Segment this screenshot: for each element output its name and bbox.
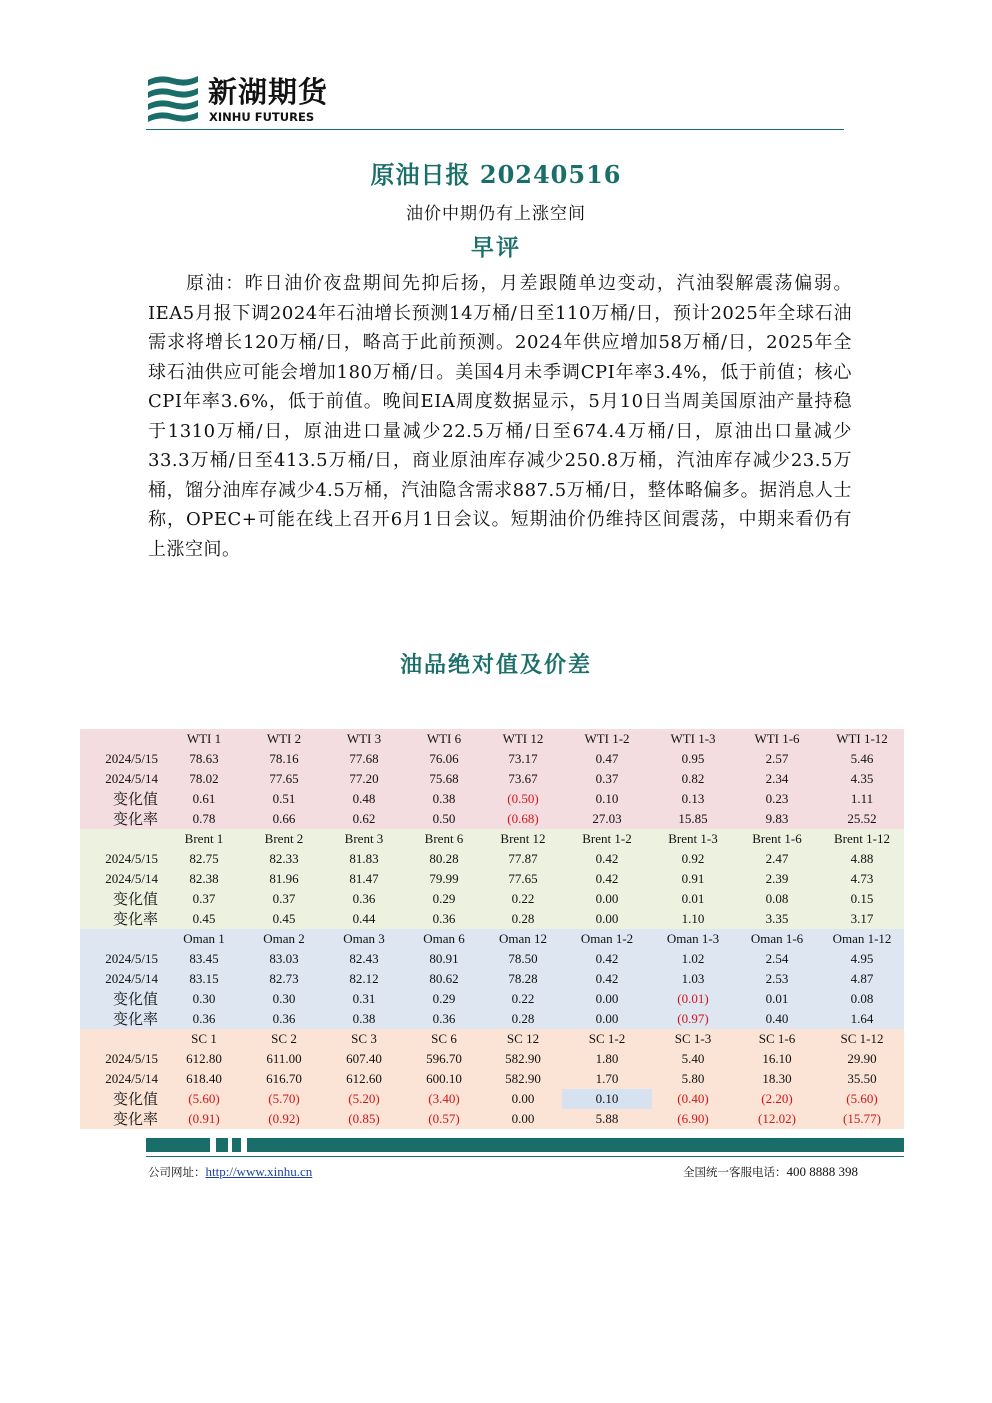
hotline-number: 400 8888 398	[786, 1164, 858, 1179]
table-cell: 82.12	[324, 969, 404, 989]
table-cell: 0.92	[652, 849, 734, 869]
table-cell: 83.45	[164, 949, 244, 969]
column-header: WTI 1-6	[734, 729, 820, 749]
footer-hotline	[683, 1164, 858, 1180]
row-label: 变化值	[80, 789, 164, 809]
column-header: SC 12	[484, 1029, 562, 1049]
table-cell: 0.42	[562, 849, 652, 869]
column-header: SC 1	[164, 1029, 244, 1049]
column-header: SC 6	[404, 1029, 484, 1049]
row-label: 2024/5/14	[80, 969, 164, 989]
table-cell: 76.06	[404, 749, 484, 769]
table-cell: 0.00	[562, 1009, 652, 1029]
table-cell: 0.62	[324, 809, 404, 829]
table-row	[80, 989, 904, 1009]
table-corner-cell	[80, 1029, 164, 1049]
row-label: 2024/5/15	[80, 849, 164, 869]
section-heading-morning: 早评	[471, 234, 521, 261]
table-cell: 5.46	[820, 749, 904, 769]
table-cell: 81.83	[324, 849, 404, 869]
table-row	[80, 869, 904, 889]
table-cell: 2.54	[734, 949, 820, 969]
table-row	[80, 749, 904, 769]
table-row	[80, 1109, 904, 1129]
table-cell: (0.97)	[652, 1009, 734, 1029]
column-header: SC 2	[244, 1029, 324, 1049]
oman-header-row	[80, 929, 904, 949]
table-cell: 73.17	[484, 749, 562, 769]
table-cell: (15.77)	[820, 1109, 904, 1129]
row-label: 2024/5/14	[80, 1069, 164, 1089]
table-cell: 5.40	[652, 1049, 734, 1069]
table-cell: 0.00	[562, 889, 652, 909]
table-cell: (0.01)	[652, 989, 734, 1009]
column-header: Brent 6	[404, 829, 484, 849]
column-header: Brent 12	[484, 829, 562, 849]
table-cell: 582.90	[484, 1049, 562, 1069]
table-cell: 0.36	[324, 889, 404, 909]
table-cell: (0.92)	[244, 1109, 324, 1129]
table-cell: 0.42	[562, 969, 652, 989]
table-cell: 0.78	[164, 809, 244, 829]
table-cell: 0.36	[404, 909, 484, 929]
table-cell: 77.20	[324, 769, 404, 789]
table-row	[80, 789, 904, 809]
table-cell: 0.00	[562, 989, 652, 1009]
table-cell: 0.61	[164, 789, 244, 809]
column-header: Brent 1-3	[652, 829, 734, 849]
section-heading-prices: 油品绝对值及价差	[399, 652, 592, 678]
column-header: Brent 1-6	[734, 829, 820, 849]
row-label: 变化率	[80, 1109, 164, 1129]
column-header: Oman 1-3	[652, 929, 734, 949]
column-header: Brent 3	[324, 829, 404, 849]
table-cell: 0.37	[562, 769, 652, 789]
column-header: WTI 3	[324, 729, 404, 749]
brent-header-row	[80, 829, 904, 849]
table-cell: 596.70	[404, 1049, 484, 1069]
table-cell: (6.90)	[652, 1109, 734, 1129]
column-header: SC 1-12	[820, 1029, 904, 1049]
table-cell: 82.33	[244, 849, 324, 869]
table-cell: 2.34	[734, 769, 820, 789]
report-subtitle: 油价中期仍有上涨空间	[406, 204, 586, 224]
column-header: Oman 1-6	[734, 929, 820, 949]
row-label: 变化值	[80, 889, 164, 909]
table-cell: 600.10	[404, 1069, 484, 1089]
hotline-label: 全国统一客服电话：	[683, 1165, 787, 1179]
table-cell: 15.85	[652, 809, 734, 829]
table-cell: 3.17	[820, 909, 904, 929]
table-cell: 77.65	[484, 869, 562, 889]
table-cell: 0.13	[652, 789, 734, 809]
oil-price-table-body	[80, 729, 904, 1129]
table-cell: 2.57	[734, 749, 820, 769]
table-row	[80, 849, 904, 869]
table-cell: 1.11	[820, 789, 904, 809]
row-label: 变化率	[80, 809, 164, 829]
column-header: SC 3	[324, 1029, 404, 1049]
table-cell: 0.36	[404, 1009, 484, 1029]
table-cell: 4.73	[820, 869, 904, 889]
xinhu-logo-icon	[146, 72, 200, 126]
table-cell: 0.15	[820, 889, 904, 909]
table-cell: 0.01	[652, 889, 734, 909]
column-header: Oman 6	[404, 929, 484, 949]
table-cell: 0.00	[484, 1109, 562, 1129]
table-cell: 0.44	[324, 909, 404, 929]
table-cell: 0.82	[652, 769, 734, 789]
table-row	[80, 909, 904, 929]
column-header: WTI 1-3	[652, 729, 734, 749]
table-row	[80, 1009, 904, 1029]
table-cell: 78.28	[484, 969, 562, 989]
logo-name-en: XINHU FUTURES	[209, 110, 315, 124]
table-cell: 0.42	[562, 949, 652, 969]
table-cell: 0.29	[404, 889, 484, 909]
table-cell: (2.20)	[734, 1089, 820, 1109]
table-cell: 0.42	[562, 869, 652, 889]
table-cell: 82.75	[164, 849, 244, 869]
table-cell: 35.50	[820, 1069, 904, 1089]
table-cell: (0.68)	[484, 809, 562, 829]
header-divider	[146, 129, 844, 130]
table-cell: 2.47	[734, 849, 820, 869]
table-cell: 4.35	[820, 769, 904, 789]
table-cell: 0.95	[652, 749, 734, 769]
column-header: SC 1-6	[734, 1029, 820, 1049]
table-cell: 1.03	[652, 969, 734, 989]
table-cell: 16.10	[734, 1049, 820, 1069]
table-cell: (0.85)	[324, 1109, 404, 1129]
column-header: WTI 1-12	[820, 729, 904, 749]
table-cell: 0.45	[244, 909, 324, 929]
logo-name-cn: 新湖期货	[208, 75, 329, 109]
table-cell: 1.70	[562, 1069, 652, 1089]
table-cell: 83.03	[244, 949, 324, 969]
table-cell: 78.50	[484, 949, 562, 969]
table-cell: 27.03	[562, 809, 652, 829]
table-cell: 78.02	[164, 769, 244, 789]
footer-divider	[146, 1156, 904, 1157]
table-cell: 0.28	[484, 1009, 562, 1029]
table-cell: 0.08	[734, 889, 820, 909]
table-cell: 0.36	[244, 1009, 324, 1029]
row-label: 变化率	[80, 909, 164, 929]
column-header: Oman 2	[244, 929, 324, 949]
column-header: Oman 1-2	[562, 929, 652, 949]
column-header: Brent 1	[164, 829, 244, 849]
row-label: 2024/5/15	[80, 949, 164, 969]
report-title: 原油日报 20240516	[370, 160, 622, 189]
table-cell: 0.91	[652, 869, 734, 889]
table-cell: 80.62	[404, 969, 484, 989]
website-label: 公司网址：	[148, 1165, 206, 1179]
table-cell: 1.02	[652, 949, 734, 969]
table-cell: 82.43	[324, 949, 404, 969]
column-header: Brent 1-2	[562, 829, 652, 849]
table-cell: 0.38	[324, 1009, 404, 1029]
table-cell: 0.50	[404, 809, 484, 829]
footer-website	[148, 1164, 312, 1180]
table-cell: 0.28	[484, 909, 562, 929]
table-cell: 1.80	[562, 1049, 652, 1069]
row-label: 变化值	[80, 989, 164, 1009]
row-label: 2024/5/15	[80, 749, 164, 769]
table-cell: 1.64	[820, 1009, 904, 1029]
table-cell: 0.10	[562, 1089, 652, 1109]
table-cell: 25.52	[820, 809, 904, 829]
table-cell: 2.39	[734, 869, 820, 889]
wti-header-row	[80, 729, 904, 749]
table-cell: 18.30	[734, 1069, 820, 1089]
table-cell: 0.66	[244, 809, 324, 829]
morning-commentary: 原油：昨日油价夜盘期间先抑后扬，月差跟随单边变动，汽油裂解震荡偏弱。IEA5月报下调2024年石油增长预测14万桶/日至110万桶/日，预计2025年全球石油需求将增长120万桶/日，略高于此前预测。2024年供应增加58万桶/日，2025年全球石油供应可能会增加180万桶/日。美国4月未季调CPI年率3.4%，低于前值；核心CPI年率3.6%，低于前值。晚间EIA周度数据显示，5月10日当周美国原油产量持稳于1310万桶/日，原油进口量减少22.5万桶/日至674.4万桶/日，原油出口量减少33.3万桶/日至413.5万桶/日，商业原油库存减少250.8万桶，汽油库存减少23.5万桶，馏分油库存减少4.5万桶，汽油隐含需求887.5万桶/日，整体略偏多。据消息人士称，OPEC+可能在线上召开6月1日会议。短期油价仍维持区间震荡，中期来看仍有上涨空间。	[148, 273, 852, 560]
table-cell: (5.70)	[244, 1089, 324, 1109]
table-cell: 582.90	[484, 1069, 562, 1089]
table-cell: 4.95	[820, 949, 904, 969]
table-cell: 0.08	[820, 989, 904, 1009]
table-cell: 80.28	[404, 849, 484, 869]
table-cell: 75.68	[404, 769, 484, 789]
table-cell: 0.47	[562, 749, 652, 769]
table-cell: 81.96	[244, 869, 324, 889]
row-label: 变化值	[80, 1089, 164, 1109]
column-header: Oman 1-12	[820, 929, 904, 949]
table-cell: 78.63	[164, 749, 244, 769]
table-cell: 0.36	[164, 1009, 244, 1029]
table-cell: 79.99	[404, 869, 484, 889]
table-cell: 81.47	[324, 869, 404, 889]
table-cell: 5.88	[562, 1109, 652, 1129]
table-cell: (0.50)	[484, 789, 562, 809]
table-cell: 0.30	[244, 989, 324, 1009]
table-cell: (0.40)	[652, 1089, 734, 1109]
table-row	[80, 1069, 904, 1089]
table-corner-cell	[80, 729, 164, 749]
table-cell: 80.91	[404, 949, 484, 969]
table-row	[80, 1049, 904, 1069]
table-cell: (0.57)	[404, 1109, 484, 1129]
table-row	[80, 1089, 904, 1109]
table-cell: 0.23	[734, 789, 820, 809]
table-cell: 77.68	[324, 749, 404, 769]
column-header: WTI 1	[164, 729, 244, 749]
table-cell: 77.65	[244, 769, 324, 789]
table-cell: 0.22	[484, 889, 562, 909]
table-cell: (5.20)	[324, 1089, 404, 1109]
table-cell: 0.01	[734, 989, 820, 1009]
table-cell: (12.02)	[734, 1109, 820, 1129]
table-cell: (0.91)	[164, 1109, 244, 1129]
table-cell: 2.53	[734, 969, 820, 989]
table-cell: 4.87	[820, 969, 904, 989]
company-logo	[146, 72, 336, 126]
table-cell: (5.60)	[164, 1089, 244, 1109]
table-cell: 29.90	[820, 1049, 904, 1069]
table-cell: 0.00	[562, 909, 652, 929]
footer-bar	[146, 1138, 904, 1152]
table-cell: 0.29	[404, 989, 484, 1009]
table-cell: 0.22	[484, 989, 562, 1009]
table-cell: 0.10	[562, 789, 652, 809]
table-cell: 0.31	[324, 989, 404, 1009]
table-cell: 77.87	[484, 849, 562, 869]
table-row	[80, 969, 904, 989]
table-cell: 618.40	[164, 1069, 244, 1089]
table-corner-cell	[80, 929, 164, 949]
table-cell: 0.48	[324, 789, 404, 809]
row-label: 2024/5/14	[80, 769, 164, 789]
table-row	[80, 809, 904, 829]
table-cell: 0.00	[484, 1089, 562, 1109]
table-cell: 3.35	[734, 909, 820, 929]
row-label: 变化率	[80, 1009, 164, 1029]
table-cell: 612.60	[324, 1069, 404, 1089]
website-link[interactable]: http://www.xinhu.cn	[205, 1164, 313, 1179]
row-label: 2024/5/14	[80, 869, 164, 889]
column-header: WTI 6	[404, 729, 484, 749]
column-header: Oman 3	[324, 929, 404, 949]
table-cell: 73.67	[484, 769, 562, 789]
table-cell: 9.83	[734, 809, 820, 829]
table-cell: 612.80	[164, 1049, 244, 1069]
table-corner-cell	[80, 829, 164, 849]
table-row	[80, 769, 904, 789]
table-cell: 0.40	[734, 1009, 820, 1029]
column-header: SC 1-2	[562, 1029, 652, 1049]
table-cell: 5.80	[652, 1069, 734, 1089]
column-header: Oman 12	[484, 929, 562, 949]
table-cell: 1.10	[652, 909, 734, 929]
table-row	[80, 949, 904, 969]
table-cell: 0.37	[244, 889, 324, 909]
table-cell: 82.73	[244, 969, 324, 989]
table-cell: 0.37	[164, 889, 244, 909]
row-label: 2024/5/15	[80, 1049, 164, 1069]
table-cell: 611.00	[244, 1049, 324, 1069]
column-header: WTI 1-2	[562, 729, 652, 749]
table-cell: 0.30	[164, 989, 244, 1009]
table-cell: 4.88	[820, 849, 904, 869]
oil-price-table	[80, 729, 904, 1129]
table-cell: 83.15	[164, 969, 244, 989]
table-cell: 82.38	[164, 869, 244, 889]
table-cell: (3.40)	[404, 1089, 484, 1109]
table-cell: 0.45	[164, 909, 244, 929]
column-header: Brent 1-12	[820, 829, 904, 849]
table-cell: 616.70	[244, 1069, 324, 1089]
sc-header-row	[80, 1029, 904, 1049]
table-cell: 78.16	[244, 749, 324, 769]
column-header: Brent 2	[244, 829, 324, 849]
table-cell: (5.60)	[820, 1089, 904, 1109]
column-header: WTI 2	[244, 729, 324, 749]
table-cell: 0.38	[404, 789, 484, 809]
table-cell: 607.40	[324, 1049, 404, 1069]
table-row	[80, 889, 904, 909]
column-header: SC 1-3	[652, 1029, 734, 1049]
table-cell: 0.51	[244, 789, 324, 809]
column-header: Oman 1	[164, 929, 244, 949]
column-header: WTI 12	[484, 729, 562, 749]
